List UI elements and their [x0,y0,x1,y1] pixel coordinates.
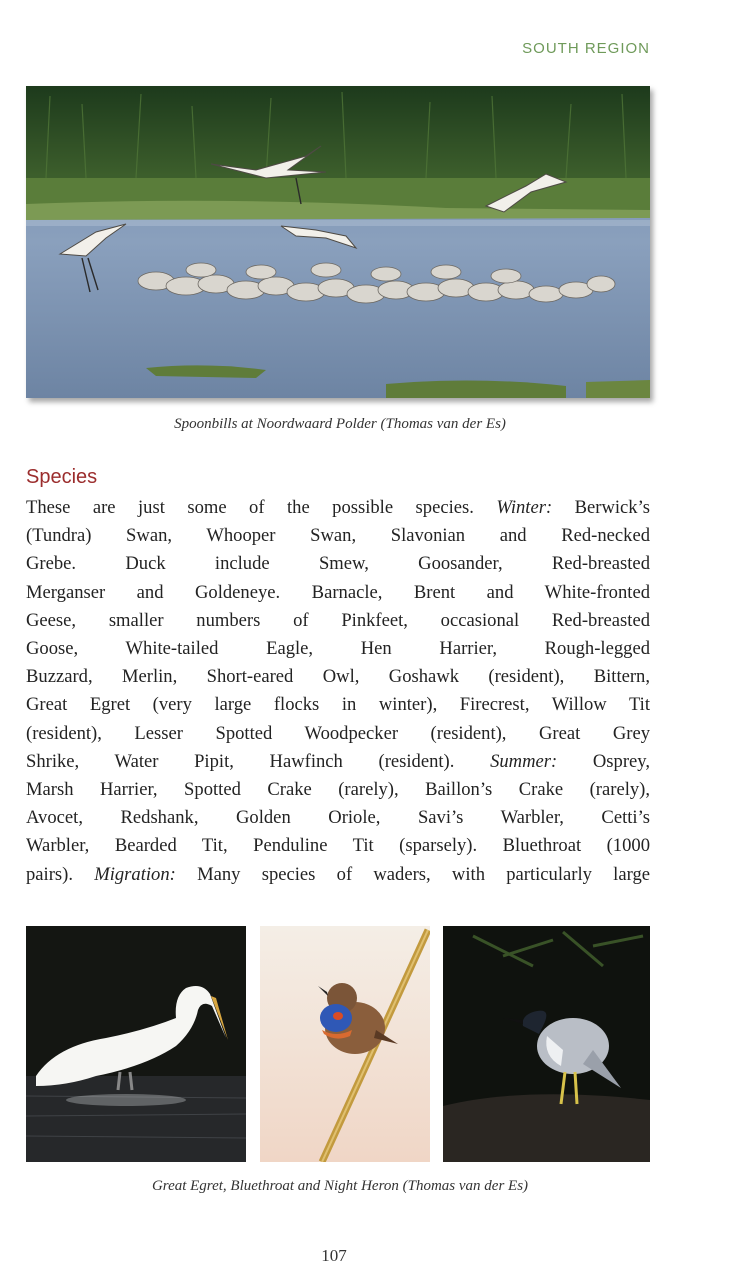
bluethroat-photo [260,926,430,1162]
text-line: Warbler, Bearded Tit, Penduline Tit (sparsely). Bluethroat (1000 [26,835,650,857]
section-heading: Species [26,466,98,488]
photo-strip-caption: Great Egret, Bluethroat and Night Heron (Thomas van der Es) [151,1178,529,1194]
text-line: Marsh Harrier, Spotted Crake (rarely), Baillon’s Crake (rarely), [26,779,650,801]
night-heron-photo [443,926,650,1162]
great-egret-photo [26,926,246,1162]
text-line: These are just some of the possible species. Winter: Berwick’s [26,497,651,518]
page-number: 107 [321,1246,347,1265]
text-line: Grebe. Duck include Smew, Goosander, Red-breasted [26,553,650,575]
text-line: Buzzard, Merlin, Short-eared Owl, Goshawk (resident), Bittern, [26,666,650,688]
running-head: SOUTH REGION [522,40,650,57]
text-line: Shrike, Water Pipit, Hawfinch (resident). Summer: Osprey, [26,750,651,772]
species-paragraph [26,494,650,889]
text-line: Avocet, Redshank, Golden Oriole, Savi’s Warbler, Cetti’s [26,807,650,829]
text-line: (Tundra) Swan, Whooper Swan, Slavonian and Red-necked [26,525,650,547]
text-line: (resident), Lesser Spotted Woodpecker (resident), Great Grey [26,722,650,744]
text-line: Merganser and Goldeneye. Barnacle, Brent and White-fronted [26,581,650,603]
text-line: Geese, smaller numbers of Pinkfeet, occasional Red-breasted [26,609,650,631]
text-line: pairs). Migration: Many species of waders, with particularly large [26,863,650,885]
spoonbills-photo [26,86,650,398]
text-line: Great Egret (very large flocks in winter), Firecrest, Willow Tit [26,694,650,716]
photo-caption: Spoonbills at Noordwaard Polder (Thomas van der Es) [174,416,506,432]
text-line: Goose, White-tailed Eagle, Hen Harrier, Rough-legged [26,638,650,660]
